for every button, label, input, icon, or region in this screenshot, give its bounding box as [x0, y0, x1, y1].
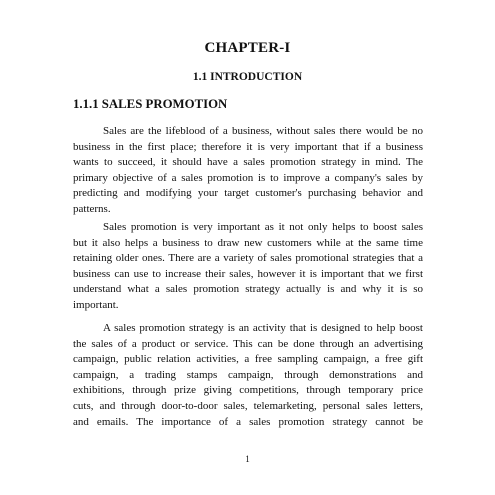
paragraph-line: important. [73, 298, 119, 311]
paragraph-line: campaign, a trading stamps campaign, through demonstrations and [73, 368, 423, 381]
paragraph-line: predicting and modifying your target customer's purchasing behavior and [73, 187, 423, 200]
paragraph-line: A sales promotion strategy is an activity that is designed to help boost [103, 322, 423, 334]
paragraph-line: but it also helps a business to draw new customers while at the same time [73, 236, 423, 249]
paragraph-3 [73, 321, 423, 430]
paragraph-line: and emails. The importance of a sales promotion strategy cannot be [73, 415, 423, 428]
paragraph-line: campaign, public relation activities, a free sampling campaign, a free gift [73, 353, 423, 366]
paragraph-line: exhibitions, through prize giving competitions, through temporary price [73, 384, 423, 397]
paragraph-line: understand what a sales promotion strategy actually is and why it is so [73, 283, 423, 296]
paragraph-2 [73, 220, 423, 314]
chapter-heading: CHAPTER-I [204, 40, 291, 56]
paragraph-line: wants to succeed, it should have a sales promotion strategy in mind. The [73, 156, 423, 169]
paragraph-line: patterns. [73, 202, 111, 215]
paragraph-line: Sales are the lifeblood of a business, without sales there would be no [103, 125, 423, 137]
paragraph-line: cuts, and through door-to-door sales, telemarketing, personal sales letters, [73, 399, 423, 412]
paragraph-line: Sales promotion is very important as it not only helps to boost sales [103, 221, 423, 233]
paragraph-line: business in the first place; therefore it is very important that if a business [73, 140, 423, 153]
paragraph-line: business can use to increase their sales, however it is important that we first [73, 267, 423, 280]
subsection-heading: 1.1.1 SALES PROMOTION [73, 97, 228, 111]
paragraph-line: the sales of a product or service. This can be done through an advertising [73, 337, 423, 350]
paragraph-1 [73, 124, 423, 218]
paragraph-line: retaining older ones. There are a variety of sales promotional strategies that a [73, 252, 423, 265]
section-heading: 1.1 INTRODUCTION [192, 71, 303, 83]
page-number: 1 [245, 454, 250, 464]
paragraph-line: primary objective of a sales promotion is to improve a company's sales by [73, 171, 423, 184]
